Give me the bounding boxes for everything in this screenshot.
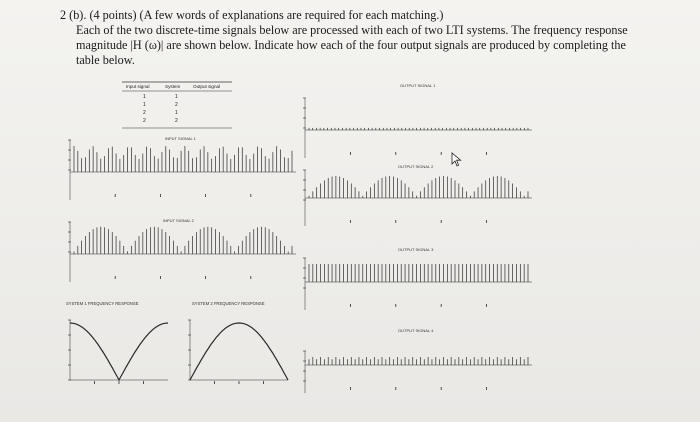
response-curve (190, 323, 288, 380)
input-signal-2-plot (68, 222, 296, 282)
output-signal-1-plot (303, 98, 532, 158)
output-signal-4-plot (303, 351, 532, 393)
system-1-response-title: SYSTEM 1 FREQUENCY RESPONSE (66, 301, 139, 306)
table-row: 1 (143, 94, 146, 100)
system-1-response-plot (68, 320, 168, 384)
table-row: 1 (175, 110, 178, 116)
table-row: 2 (175, 118, 178, 124)
matching-table (122, 82, 232, 128)
table-header-output: Output signal (193, 84, 221, 89)
table-row: 1 (175, 94, 178, 100)
table-row: 2 (143, 110, 146, 116)
question-line-3: magnitude |H (ω)| are shown below. Indicate how each of the four output signals are produced by completing the (76, 38, 626, 52)
output-signal-2-plot (303, 170, 532, 226)
output-signal-1-title: OUTPUT SIGNAL 1 (400, 83, 436, 88)
input-signal-1-plot (68, 140, 296, 200)
table-header-system: System (165, 84, 181, 89)
mouse-cursor-icon (452, 153, 461, 166)
table-row: 2 (175, 102, 178, 108)
table-header-input: Input signal (126, 84, 150, 89)
response-curve (70, 323, 168, 380)
system-2-response-title: SYSTEM 2 FREQUENCY RESPONSE (192, 301, 265, 306)
question-line-4: table below. (76, 53, 135, 67)
output-signal-2-title: OUTPUT SIGNAL 2 (398, 164, 434, 169)
system-2-response-plot (188, 320, 288, 384)
output-signal-4-title: OUTPUT SIGNAL 4 (398, 328, 434, 333)
output-signal-3-plot (303, 258, 532, 310)
question-line-2: Each of the two discrete-time signals below are processed with each of two LTI systems. The frequency response (76, 23, 628, 37)
question-line-1: 2 (b). (4 points) (A few words of explanations are required for each matching.) (60, 8, 444, 22)
table-row: 2 (143, 118, 146, 124)
input-signal-2-title: INPUT SIGNAL 2 (163, 218, 194, 223)
table-row: 1 (143, 102, 146, 108)
input-signal-1-title: INPUT SIGNAL 1 (165, 136, 196, 141)
output-signal-3-title: OUTPUT SIGNAL 3 (398, 247, 434, 252)
